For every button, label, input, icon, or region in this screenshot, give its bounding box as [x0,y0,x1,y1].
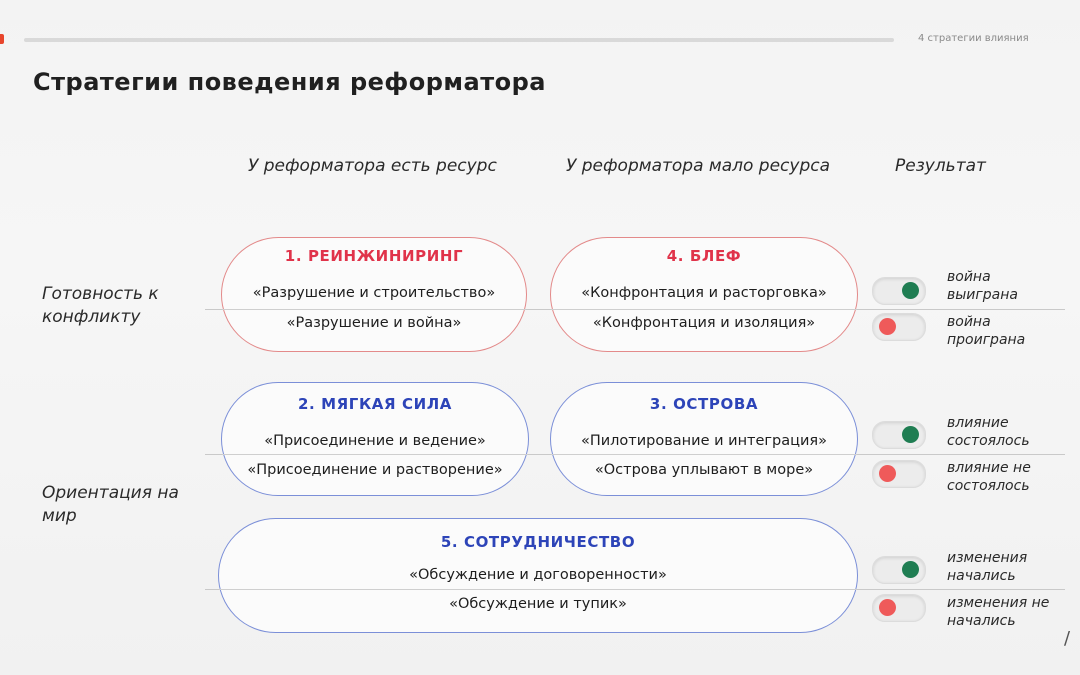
strategy-outcome-win: «Пилотирование и интеграция» [580,433,828,449]
toggle-knob [879,599,896,616]
strategy-outcome-win: «Присоединение и ведение» [264,433,486,449]
strategy-title: 1. РЕИНЖИНИРИНГ [284,247,464,265]
strategy-bluff [550,237,858,352]
result-label-influence-success: влияние состоялось [947,415,1030,449]
strategy-reengineering [221,237,527,352]
strategy-separator [551,309,857,310]
page-marker: / [1064,628,1071,649]
row-header-conflict: Готовность к конфликту [42,284,159,327]
strategy-outcome-win: «Обсуждение и договоренности» [409,567,667,583]
result-label-war-won: война выиграна [947,269,1018,303]
toggle-off-icon [872,313,926,341]
strategy-outcome-win: «Разрушение и строительство» [252,285,496,301]
section-label: 4 стратегии влияния [918,33,1029,44]
toggle-on-icon [872,277,926,305]
column-header-has-resource: У реформатора есть ресурс [248,156,497,176]
result-label-war-lost: война проиграна [947,314,1026,348]
result-label-changes-not-started: изменения не начались [947,595,1050,629]
strategy-outcome-lose: «Обсуждение и тупик» [449,596,627,612]
toggle-knob [902,426,919,443]
strategy-outcome-win: «Конфронтация и расторговка» [581,285,827,301]
strategy-outcome-lose: «Разрушение и война» [286,315,462,331]
strategy-separator [222,309,526,310]
result-label-influence-failed: влияние не состоялось [947,460,1031,494]
strategy-title: 2. МЯГКАЯ СИЛА [297,395,453,413]
strategy-islands [550,382,858,496]
toggle-knob [902,561,919,578]
strategy-title: 3. ОСТРОВА [649,395,759,413]
toggle-off-icon [872,460,926,488]
strategy-separator [222,454,528,455]
strategy-title: 5. СОТРУДНИЧЕСТВО [440,533,636,551]
header-rule [24,38,894,42]
strategy-title: 4. БЛЕФ [666,247,742,265]
accent-mark [0,34,4,44]
toggle-on-icon [872,421,926,449]
toggle-on-icon [872,556,926,584]
strategy-cooperation [218,518,858,633]
slide-title: Стратегии поведения реформатора [33,68,546,96]
strategy-soft-power [221,382,529,496]
strategy-separator [551,454,857,455]
result-label-changes-started: изменения начались [947,550,1028,584]
column-header-low-resource: У реформатора мало ресурса [566,156,831,176]
toggle-knob [902,282,919,299]
strategy-separator [219,589,857,590]
column-header-result: Результат [895,156,986,176]
toggle-knob [879,465,896,482]
toggle-off-icon [872,594,926,622]
strategy-outcome-lose: «Острова уплывают в море» [594,462,814,478]
strategy-outcome-lose: «Конфронтация и изоляция» [592,315,816,331]
toggle-knob [879,318,896,335]
row-header-world: Ориентация на мир [42,483,179,526]
strategy-outcome-lose: «Присоединение и растворение» [247,462,503,478]
